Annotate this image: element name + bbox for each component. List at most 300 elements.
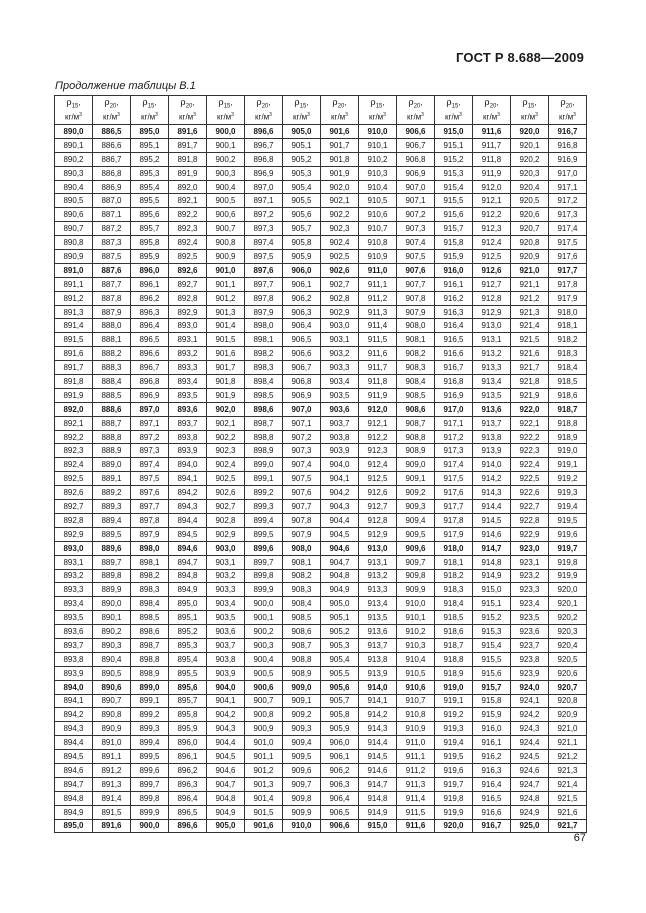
table-cell: 912,2 (473, 208, 511, 222)
table-cell: 914,5 (359, 750, 397, 764)
table-cell: 896,6 (169, 819, 207, 833)
table-cell: 913,7 (473, 416, 511, 430)
table-cell: 924,1 (511, 694, 549, 708)
table-row (55, 277, 587, 291)
column-header: $\rho_{20}$, $кг/м^3$ (473, 96, 511, 125)
table-cell: 922,4 (511, 458, 549, 472)
table-cell: 902,2 (207, 430, 245, 444)
table-cell: 891,2 (93, 763, 131, 777)
table-cell: 904,5 (321, 527, 359, 541)
table-cell: 888,3 (93, 361, 131, 375)
table-cell: 919,7 (435, 777, 473, 791)
table-cell: 918,0 (549, 305, 587, 319)
table-cell: 901,6 (207, 347, 245, 361)
table-cell: 903,0 (321, 319, 359, 333)
table-cell: 914,4 (473, 500, 511, 514)
table-cell: 906,2 (321, 763, 359, 777)
table-cell: 920,7 (511, 222, 549, 236)
table-cell: 907,9 (397, 305, 435, 319)
table-cell: 902,6 (207, 486, 245, 500)
table-cell: 909,2 (283, 708, 321, 722)
table-cell: 890,6 (93, 680, 131, 694)
table-cell: 902,5 (321, 250, 359, 264)
table-cell: 920,0 (511, 125, 549, 139)
table-cell: 917,2 (549, 194, 587, 208)
table-cell: 913,3 (359, 583, 397, 597)
table-cell: 907,4 (283, 458, 321, 472)
table-cell: 908,4 (283, 597, 321, 611)
table-cell: 890,7 (93, 694, 131, 708)
table-cell: 897,7 (245, 277, 283, 291)
table-cell: 893,8 (55, 652, 93, 666)
table-cell: 893,1 (55, 555, 93, 569)
table-cell: 908,1 (283, 555, 321, 569)
table-cell: 889,7 (93, 555, 131, 569)
table-cell: 913,6 (473, 402, 511, 416)
table-cell: 908,4 (397, 375, 435, 389)
table-cell: 923,5 (511, 611, 549, 625)
table-cell: 905,9 (283, 250, 321, 264)
table-cell: 919,4 (435, 736, 473, 750)
table-cell: 887,7 (93, 277, 131, 291)
table-cell: 891,6 (169, 125, 207, 139)
table-cell: 895,9 (131, 250, 169, 264)
table-cell: 919,2 (549, 472, 587, 486)
table-cell: 894,9 (169, 583, 207, 597)
table-cell: 896,5 (169, 805, 207, 819)
table-cell: 918,6 (549, 388, 587, 402)
table-cell: 903,0 (207, 541, 245, 555)
table-cell: 910,4 (397, 652, 435, 666)
table-cell: 921,8 (511, 375, 549, 389)
table-cell: 911,3 (359, 305, 397, 319)
table-cell: 886,8 (93, 166, 131, 180)
table-cell: 915,2 (435, 152, 473, 166)
table-cell: 910,4 (359, 180, 397, 194)
table-cell: 901,9 (321, 166, 359, 180)
table-cell: 919,0 (549, 444, 587, 458)
table-cell: 902,7 (321, 277, 359, 291)
table-cell: 920,0 (435, 819, 473, 833)
table-cell: 919,3 (435, 722, 473, 736)
table-cell: 900,9 (207, 250, 245, 264)
table-cell: 917,0 (549, 166, 587, 180)
table-cell: 890,8 (55, 236, 93, 250)
table-cell: 904,8 (207, 791, 245, 805)
table-cell: 887,0 (93, 194, 131, 208)
table-cell: 904,0 (321, 458, 359, 472)
table-cell: 896,3 (131, 305, 169, 319)
table-row (55, 263, 587, 277)
table-cell: 910,8 (359, 236, 397, 250)
table-cell: 917,7 (435, 500, 473, 514)
table-cell: 914,7 (359, 777, 397, 791)
table-cell: 911,2 (397, 763, 435, 777)
table-cell: 899,2 (131, 708, 169, 722)
table-cell: 890,5 (93, 666, 131, 680)
table-cell: 910,7 (397, 694, 435, 708)
table-row (55, 500, 587, 514)
table-cell: 917,8 (549, 277, 587, 291)
table-cell: 891,1 (55, 277, 93, 291)
table-cell: 908,2 (283, 569, 321, 583)
table-cell: 913,0 (473, 319, 511, 333)
table-cell: 889,4 (93, 513, 131, 527)
table-cell: 892,8 (169, 291, 207, 305)
table-cell: 921,1 (549, 736, 587, 750)
table-cell: 902,4 (321, 236, 359, 250)
table-cell: 896,4 (169, 791, 207, 805)
table-cell: 889,9 (93, 583, 131, 597)
table-cell: 892,8 (55, 513, 93, 527)
table-cell: 893,5 (169, 388, 207, 402)
table-cell: 895,4 (169, 652, 207, 666)
table-cell: 898,0 (245, 319, 283, 333)
table-cell: 915,5 (473, 652, 511, 666)
table-cell: 895,7 (131, 222, 169, 236)
table-cell: 920,4 (511, 180, 549, 194)
table-cell: 909,6 (397, 541, 435, 555)
table-row (55, 472, 587, 486)
table-cell: 908,0 (397, 319, 435, 333)
table-cell: 897,8 (245, 291, 283, 305)
table-cell: 890,1 (55, 138, 93, 152)
table-row (55, 388, 587, 402)
table-cell: 908,7 (397, 416, 435, 430)
table-cell: 906,7 (397, 138, 435, 152)
table-cell: 911,3 (397, 777, 435, 791)
table-cell: 892,0 (55, 402, 93, 416)
table-cell: 894,1 (55, 694, 93, 708)
table-cell: 890,3 (93, 638, 131, 652)
table-cell: 916,3 (435, 305, 473, 319)
table-cell: 893,2 (169, 347, 207, 361)
table-cell: 889,3 (93, 500, 131, 514)
table-cell: 919,9 (435, 805, 473, 819)
table-cell: 916,1 (473, 736, 511, 750)
table-cell: 916,2 (473, 750, 511, 764)
table-cell: 890,0 (55, 125, 93, 139)
table-row (55, 819, 587, 833)
table-cell: 902,2 (321, 208, 359, 222)
table-cell: 902,1 (207, 416, 245, 430)
table-cell: 897,4 (131, 458, 169, 472)
table-cell: 899,7 (131, 777, 169, 791)
table-cell: 924,0 (511, 680, 549, 694)
table-cell: 911,8 (359, 375, 397, 389)
table-cell: 917,6 (549, 250, 587, 264)
table-cell: 910,1 (359, 138, 397, 152)
table-cell: 895,0 (55, 819, 93, 833)
table-cell: 907,6 (283, 486, 321, 500)
table-cell: 898,9 (131, 666, 169, 680)
table-cell: 891,5 (93, 805, 131, 819)
table-cell: 888,5 (93, 388, 131, 402)
table-cell: 892,6 (55, 486, 93, 500)
table-cell: 910,9 (397, 722, 435, 736)
table-cell: 911,1 (359, 277, 397, 291)
table-cell: 918,6 (435, 625, 473, 639)
table-cell: 891,9 (169, 166, 207, 180)
table-row (55, 222, 587, 236)
table-cell: 894,2 (169, 486, 207, 500)
table-cell: 904,2 (321, 486, 359, 500)
table-cell: 896,8 (245, 152, 283, 166)
table-cell: 896,0 (169, 736, 207, 750)
table-cell: 907,0 (397, 180, 435, 194)
table-cell: 891,4 (55, 319, 93, 333)
table-cell: 921,4 (549, 777, 587, 791)
table-cell: 893,7 (169, 416, 207, 430)
table-cell: 923,0 (511, 541, 549, 555)
table-cell: 910,3 (397, 638, 435, 652)
table-cell: 903,6 (207, 625, 245, 639)
table-cell: 921,9 (511, 388, 549, 402)
table-cell: 910,8 (397, 708, 435, 722)
table-cell: 923,3 (511, 583, 549, 597)
table-cell: 901,4 (245, 791, 283, 805)
table-cell: 898,3 (131, 583, 169, 597)
table-cell: 901,4 (207, 319, 245, 333)
table-cell: 908,9 (283, 666, 321, 680)
table-cell: 896,9 (245, 166, 283, 180)
table-cell: 888,1 (93, 333, 131, 347)
table-cell: 917,4 (549, 222, 587, 236)
table-cell: 911,7 (473, 138, 511, 152)
column-header: $\rho_{15}$, $кг/м^3$ (207, 96, 245, 125)
table-cell: 924,9 (511, 805, 549, 819)
table-cell: 903,6 (321, 402, 359, 416)
table-cell: 898,9 (245, 444, 283, 458)
table-row (55, 638, 587, 652)
table-cell: 892,5 (55, 472, 93, 486)
table-cell: 909,3 (397, 500, 435, 514)
table-cell: 898,1 (131, 555, 169, 569)
table-cell: 896,6 (131, 347, 169, 361)
table-cell: 900,3 (245, 638, 283, 652)
table-cell: 893,2 (55, 569, 93, 583)
table-cell: 916,6 (473, 805, 511, 819)
table-cell: 889,6 (93, 541, 131, 555)
table-cell: 906,4 (283, 319, 321, 333)
table-cell: 898,7 (245, 416, 283, 430)
table-cell: 910,6 (359, 208, 397, 222)
table-cell: 891,9 (55, 388, 93, 402)
table-cell: 899,1 (131, 694, 169, 708)
table-cell: 920,0 (549, 583, 587, 597)
table-cell: 898,6 (131, 625, 169, 639)
table-cell: 923,6 (511, 625, 549, 639)
table-cell: 924,8 (511, 791, 549, 805)
table-cell: 893,9 (169, 444, 207, 458)
table-cell: 898,7 (131, 638, 169, 652)
table-cell: 911,7 (359, 361, 397, 375)
table-cell: 902,9 (321, 305, 359, 319)
table-cell: 913,9 (473, 444, 511, 458)
table-cell: 905,8 (321, 708, 359, 722)
table-cell: 895,2 (131, 152, 169, 166)
table-row (55, 361, 587, 375)
table-row (55, 555, 587, 569)
table-cell: 893,0 (55, 541, 93, 555)
table-cell: 913,0 (359, 541, 397, 555)
table-cell: 906,9 (283, 388, 321, 402)
document-code: ГОСТ Р 8.688—2009 (455, 50, 584, 65)
table-cell: 907,3 (397, 222, 435, 236)
table-cell: 912,8 (359, 513, 397, 527)
table-cell: 887,3 (93, 236, 131, 250)
table-cell: 890,4 (55, 180, 93, 194)
table-cell: 922,8 (511, 513, 549, 527)
table-cell: 902,5 (207, 472, 245, 486)
table-cell: 895,6 (131, 208, 169, 222)
table-row (55, 763, 587, 777)
table-cell: 895,0 (169, 597, 207, 611)
table-cell: 911,6 (473, 125, 511, 139)
table-cell: 888,8 (93, 430, 131, 444)
table-cell: 888,4 (93, 375, 131, 389)
table-cell: 917,9 (549, 291, 587, 305)
table-cell: 897,1 (245, 194, 283, 208)
table-cell: 900,5 (207, 194, 245, 208)
table-cell: 894,9 (55, 805, 93, 819)
table-cell: 900,0 (245, 597, 283, 611)
table-cell: 900,0 (207, 125, 245, 139)
table-cell: 913,3 (473, 361, 511, 375)
table-cell: 904,4 (321, 513, 359, 527)
table-cell: 917,5 (435, 472, 473, 486)
table-cell: 903,9 (207, 666, 245, 680)
table-cell: 913,7 (359, 638, 397, 652)
table-cell: 909,7 (397, 555, 435, 569)
table-cell: 906,1 (321, 750, 359, 764)
table-cell: 918,1 (549, 319, 587, 333)
table-cell: 914,9 (473, 569, 511, 583)
table-row (55, 250, 587, 264)
table-cell: 899,3 (131, 722, 169, 736)
table-cell: 909,7 (283, 777, 321, 791)
table-cell: 917,8 (435, 513, 473, 527)
table-cell: 910,2 (359, 152, 397, 166)
table-cell: 905,0 (283, 125, 321, 139)
table-cell: 897,3 (245, 222, 283, 236)
table-cell: 920,8 (549, 694, 587, 708)
table-cell: 893,4 (55, 597, 93, 611)
table-cell: 905,4 (321, 652, 359, 666)
table-cell: 896,6 (245, 125, 283, 139)
table-cell: 907,5 (283, 472, 321, 486)
table-cell: 900,2 (245, 625, 283, 639)
table-cell: 892,0 (169, 180, 207, 194)
table-cell: 912,9 (473, 305, 511, 319)
table-cell: 921,6 (511, 347, 549, 361)
table-cell: 909,4 (397, 513, 435, 527)
table-cell: 905,7 (283, 222, 321, 236)
table-cell: 913,5 (473, 388, 511, 402)
table-cell: 892,9 (55, 527, 93, 541)
table-cell: 893,9 (55, 666, 93, 680)
table-cell: 915,7 (435, 222, 473, 236)
table-cell: 911,1 (397, 750, 435, 764)
table-cell: 905,5 (321, 666, 359, 680)
table-cell: 921,5 (549, 791, 587, 805)
table-cell: 905,0 (207, 819, 245, 833)
table-cell: 897,1 (131, 416, 169, 430)
table-cell: 903,1 (207, 555, 245, 569)
table-cell: 894,7 (169, 555, 207, 569)
table-cell: 916,5 (473, 791, 511, 805)
table-cell: 904,7 (321, 555, 359, 569)
table-cell: 894,6 (55, 763, 93, 777)
table-cell: 911,0 (397, 736, 435, 750)
table-cell: 924,2 (511, 708, 549, 722)
table-cell: 922,9 (511, 527, 549, 541)
table-cell: 912,8 (473, 291, 511, 305)
table-cell: 899,8 (131, 791, 169, 805)
table-cell: 921,4 (511, 319, 549, 333)
table-cell: 909,3 (283, 722, 321, 736)
table-cell: 904,1 (207, 694, 245, 708)
table-cell: 921,3 (511, 305, 549, 319)
table-cell: 909,8 (397, 569, 435, 583)
table-cell: 891,0 (93, 736, 131, 750)
table-cell: 902,9 (207, 527, 245, 541)
table-cell: 915,4 (473, 638, 511, 652)
table-cell: 901,5 (207, 333, 245, 347)
table-cell: 918,0 (435, 541, 473, 555)
table-cell: 919,6 (435, 763, 473, 777)
table-row (55, 430, 587, 444)
table-cell: 889,5 (93, 527, 131, 541)
table-cell: 900,4 (245, 652, 283, 666)
table-cell: 918,8 (435, 652, 473, 666)
table-cell: 891,2 (55, 291, 93, 305)
table-cell: 923,1 (511, 555, 549, 569)
table-cell: 913,2 (359, 569, 397, 583)
table-cell: 897,6 (245, 263, 283, 277)
table-cell: 895,5 (169, 666, 207, 680)
table-cell: 907,6 (397, 263, 435, 277)
table-cell: 896,1 (169, 750, 207, 764)
table-cell: 917,3 (549, 208, 587, 222)
table-cell: 899,4 (131, 736, 169, 750)
table-cell: 917,4 (435, 458, 473, 472)
table-cell: 908,2 (397, 347, 435, 361)
table-cell: 912,4 (473, 236, 511, 250)
table-cell: 899,1 (245, 472, 283, 486)
table-cell: 922,2 (511, 430, 549, 444)
table-cell: 903,2 (207, 569, 245, 583)
table-cell: 890,0 (93, 597, 131, 611)
table-cell: 905,2 (283, 152, 321, 166)
table-cell: 924,6 (511, 763, 549, 777)
table-cell: 901,0 (245, 736, 283, 750)
table-cell: 921,0 (549, 722, 587, 736)
table-cell: 899,6 (245, 541, 283, 555)
table-cell: 920,3 (549, 625, 587, 639)
page-number: 67 (573, 832, 586, 844)
table-cell: 913,8 (473, 430, 511, 444)
table-cell: 916,0 (473, 722, 511, 736)
table-cell: 906,6 (397, 125, 435, 139)
table-row (55, 722, 587, 736)
table-cell: 915,7 (473, 680, 511, 694)
table-cell: 905,6 (321, 680, 359, 694)
table-cell: 919,2 (435, 708, 473, 722)
table-cell: 900,5 (245, 666, 283, 680)
table-cell: 924,3 (511, 722, 549, 736)
table-cell: 899,9 (131, 805, 169, 819)
